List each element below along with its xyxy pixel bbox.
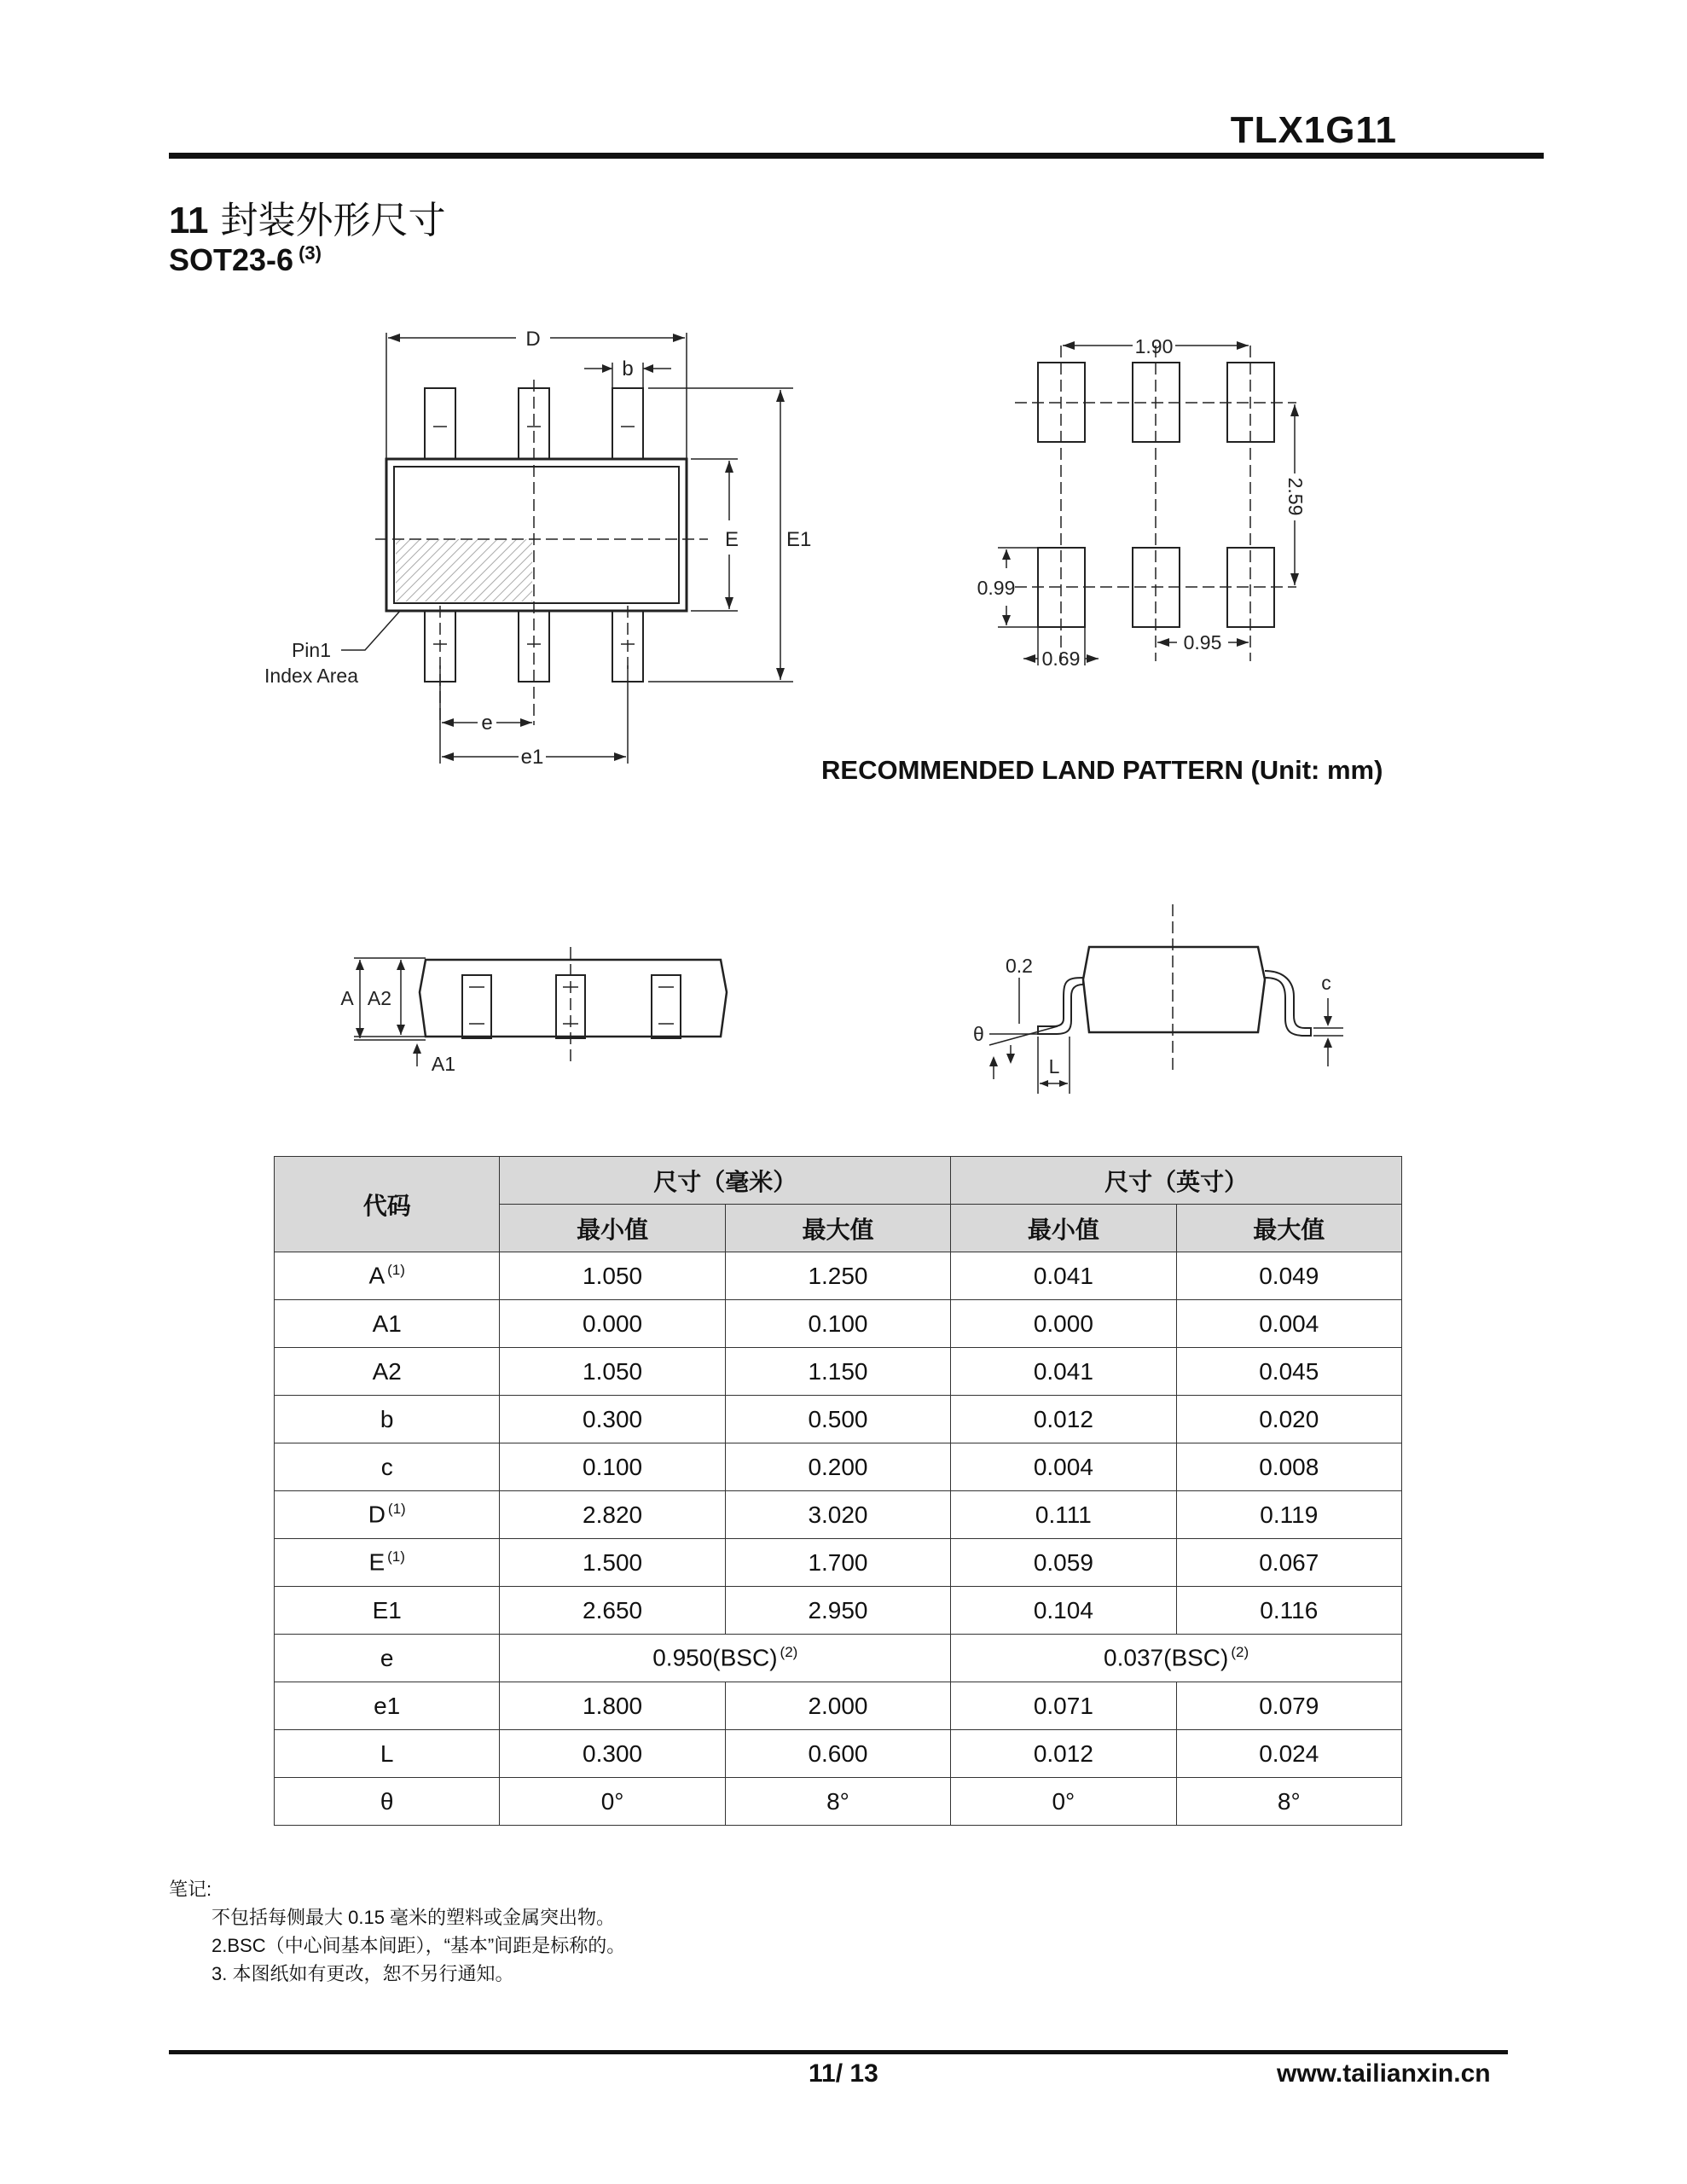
- dim-e1-label: E1: [786, 528, 812, 551]
- document-code: TLX1G11: [1230, 109, 1397, 151]
- header-mm-min: 最小值: [500, 1205, 725, 1252]
- cell-code: [275, 1252, 500, 1300]
- section-title: [169, 189, 446, 244]
- cell-value: 1.250: [808, 1262, 868, 1289]
- cell-value: 0.200: [808, 1453, 868, 1480]
- side-dim-a1: A1: [431, 1053, 456, 1075]
- note-item: 2.BSC（中心间基本间距），“基本”间距是标称的。: [212, 1935, 626, 1956]
- cell-value: E: [368, 1548, 386, 1576]
- cell-value: 0.079: [1259, 1692, 1319, 1719]
- table-body: [275, 1252, 1402, 1826]
- cell-code: [275, 1778, 500, 1826]
- cell-value: A: [368, 1262, 386, 1289]
- side-dim-a: A: [340, 987, 354, 1009]
- cell-value: 1.500: [583, 1548, 643, 1576]
- package-label: SOT23-6: [169, 242, 294, 277]
- cell-value: c: [380, 1453, 393, 1480]
- cell-value: 1.700: [808, 1548, 868, 1576]
- table-row: [275, 1682, 1402, 1730]
- table-row: [275, 1539, 1402, 1587]
- notes-heading: 笔记:: [169, 1879, 212, 1900]
- header-code: 代码: [275, 1157, 500, 1252]
- table-row: [275, 1778, 1402, 1826]
- header-in-max: 最大值: [1176, 1205, 1401, 1252]
- cell-value: 0.037(BSC): [1104, 1644, 1229, 1671]
- land-pattern-caption: RECOMMENDED LAND PATTERN (Unit: mm): [821, 755, 1383, 785]
- cell-value: 1.800: [583, 1692, 643, 1719]
- cell-value: 0.104: [1033, 1596, 1093, 1623]
- header-rule: [169, 153, 1544, 159]
- cell-value: 1.050: [583, 1357, 643, 1385]
- table-row: [275, 1252, 1402, 1300]
- land-pattern-drawing: [972, 324, 1330, 674]
- cell-value: L: [380, 1740, 394, 1767]
- cell-value: 8°: [1277, 1787, 1301, 1815]
- land-dim-259: 2.59: [1284, 477, 1307, 516]
- pin1-label-2: Index Area: [264, 665, 358, 687]
- cell-value: D: [368, 1501, 386, 1528]
- cell-value: 0.049: [1259, 1262, 1319, 1289]
- cell-value: 1.050: [583, 1262, 643, 1289]
- cell-value: e: [380, 1644, 394, 1671]
- cell-value: 0.119: [1260, 1501, 1319, 1528]
- cell-code: [275, 1396, 500, 1443]
- lead-profile-drawing: [968, 904, 1352, 1101]
- header-inch: 尺寸（英寸）: [951, 1157, 1402, 1205]
- page-number: 11/ 13: [809, 2059, 878, 2088]
- cell-code: [275, 1682, 500, 1730]
- note-item: 3. 本图纸如有更改，恕不另行通知。: [212, 1963, 514, 1984]
- cell-value: 0.012: [1033, 1405, 1093, 1432]
- cell-note: (1): [387, 1501, 406, 1518]
- table-row: [275, 1396, 1402, 1443]
- cell-code: [275, 1587, 500, 1635]
- cell-value: 0.059: [1033, 1548, 1093, 1576]
- header-mm-max: 最大值: [725, 1205, 950, 1252]
- package-note: (3): [299, 242, 322, 264]
- table-row: [275, 1491, 1402, 1539]
- table-row: [275, 1730, 1402, 1778]
- cell-value: 0.600: [808, 1740, 868, 1767]
- cell-value: A1: [372, 1310, 402, 1337]
- cell-value: e1: [374, 1692, 401, 1719]
- cell-code: [275, 1730, 500, 1778]
- dim-e1-pitch-label: e1: [520, 746, 544, 769]
- footer-rule: [169, 2050, 1508, 2054]
- land-dim-190: 1.90: [1134, 335, 1174, 357]
- side-dim-a2: A2: [367, 987, 392, 1009]
- cell-value: b: [380, 1405, 394, 1432]
- cell-value: 0.045: [1259, 1357, 1319, 1385]
- side-view-drawing: [337, 934, 746, 1088]
- dimension-table: [274, 1156, 1402, 1826]
- dim-d-label: D: [525, 328, 541, 351]
- cell-code: [275, 1348, 500, 1396]
- cell-value: 0.041: [1033, 1357, 1093, 1385]
- cell-code: [275, 1635, 500, 1682]
- cell-value: 0.024: [1259, 1740, 1319, 1767]
- cell-code: [275, 1539, 500, 1587]
- top-view-drawing: [247, 316, 844, 776]
- cell-value: 0.500: [808, 1405, 868, 1432]
- table-row: [275, 1348, 1402, 1396]
- notes: [169, 1875, 625, 1988]
- cell-code: [275, 1443, 500, 1491]
- dim-e-label: E: [725, 528, 739, 551]
- pin1-label-1: Pin1: [291, 639, 332, 661]
- cell-value: 0.116: [1260, 1596, 1319, 1623]
- cell-value: 0.000: [583, 1310, 643, 1337]
- land-dim-099: 0.99: [977, 577, 1016, 599]
- cell-value: 2.820: [583, 1501, 643, 1528]
- cell-value: 0.004: [1259, 1310, 1319, 1337]
- table-row: [275, 1443, 1402, 1491]
- cell-value: 2.000: [808, 1692, 868, 1719]
- land-dim-095: 0.95: [1183, 631, 1222, 653]
- website-link[interactable]: www.tailianxin.cn: [1277, 2059, 1491, 2088]
- package-name: [169, 242, 322, 278]
- cell-note: (1): [387, 1262, 405, 1279]
- cell-value: 1.150: [808, 1357, 868, 1385]
- cell-value: 0.000: [1033, 1310, 1093, 1337]
- table-row: [275, 1587, 1402, 1635]
- cell-value: A2: [372, 1357, 402, 1385]
- cell-note: (2): [1231, 1644, 1249, 1661]
- cell-value: 0.100: [583, 1453, 643, 1480]
- profile-dim-c: c: [1321, 972, 1331, 994]
- table-row: [275, 1300, 1402, 1348]
- cell-value: 0°: [600, 1787, 624, 1815]
- cell-value: θ: [380, 1787, 394, 1815]
- cell-value: 2.950: [808, 1596, 868, 1623]
- profile-dim-l: L: [1048, 1055, 1060, 1077]
- cell-value: 8°: [826, 1787, 849, 1815]
- cell-value: 0.950(BSC): [652, 1644, 778, 1671]
- cell-value: 2.650: [583, 1596, 643, 1623]
- cell-value: 0.041: [1033, 1262, 1093, 1289]
- cell-value: 0.067: [1259, 1548, 1319, 1576]
- cell-value: 0.020: [1259, 1405, 1319, 1432]
- land-dim-069: 0.69: [1041, 648, 1081, 670]
- cell-value: 0.071: [1033, 1692, 1093, 1719]
- dim-b-label: b: [622, 357, 634, 380]
- header-mm: 尺寸（毫米）: [500, 1157, 951, 1205]
- section-title-text: 封装外形尺寸: [220, 200, 446, 241]
- dim-e-pitch-label: e: [481, 712, 493, 735]
- cell-value: 0.300: [583, 1740, 643, 1767]
- cell-value: 0.100: [808, 1310, 868, 1337]
- table-row: [275, 1635, 1402, 1682]
- section-number: 11: [169, 200, 209, 241]
- cell-value: 3.020: [808, 1501, 868, 1528]
- profile-dim-02: 0.2: [1006, 955, 1033, 977]
- cell-value: 0.004: [1033, 1453, 1093, 1480]
- cell-code: [275, 1300, 500, 1348]
- cell-value: 0°: [1052, 1787, 1075, 1815]
- cell-value: 0.012: [1033, 1740, 1093, 1767]
- note-item: 不包括每侧最大 0.15 毫米的塑料或金属突出物。: [212, 1907, 616, 1928]
- cell-value: 0.111: [1035, 1501, 1092, 1528]
- cell-value: E1: [372, 1596, 402, 1623]
- cell-note: (1): [387, 1548, 405, 1565]
- cell-code: [275, 1491, 500, 1539]
- cell-note: (2): [780, 1644, 798, 1661]
- cell-value: 0.300: [583, 1405, 643, 1432]
- cell-value: 0.008: [1259, 1453, 1319, 1480]
- header-in-min: 最小值: [951, 1205, 1176, 1252]
- profile-dim-theta: θ: [973, 1023, 984, 1045]
